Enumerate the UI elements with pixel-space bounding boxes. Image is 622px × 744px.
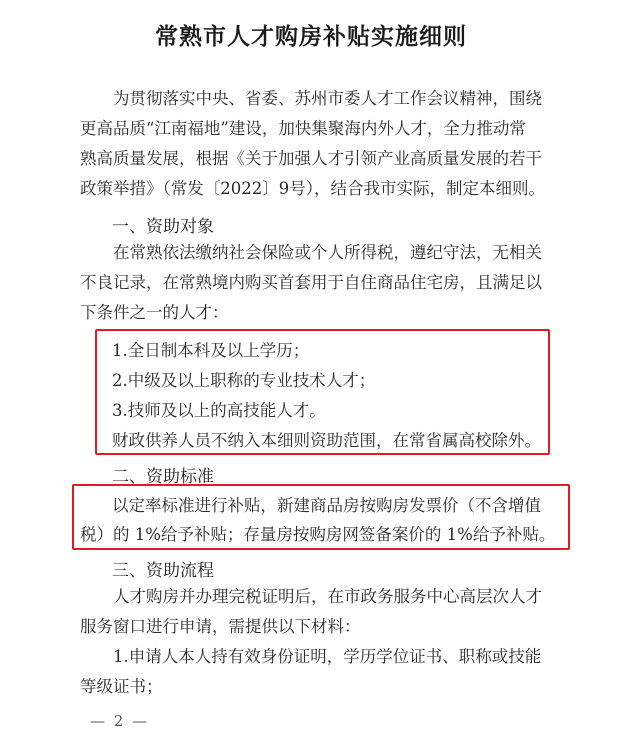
section3-line: 服务窗口进行申请，需提供以下材料： [80,617,361,636]
condition-item: 1.全日制本科及以上学历； [112,341,310,360]
intro-paragraph [80,84,560,204]
exclusion-note: 财政供养人员不纳入本细则资助范围，在常省属高校除外。 [112,431,541,450]
page-title: 常熟市人才购房补贴实施细则 [155,23,467,50]
intro-line: 为贯彻落实中央、省委、苏州市委人才工作会议精神，围绕 [113,89,542,108]
section-heading-recipients: 一、资助对象 [112,217,214,237]
standard-line: 税）的 1%给予补贴；存量房按购房网签备案价的 1%给予补贴。 [80,525,556,544]
section-heading-standard: 二、资助标准 [112,467,214,487]
section1-line: 下条件之一的人才： [80,303,229,322]
standard-line: 以定率标准进行补贴，新建商品房按购房发票价（不含增值 [112,496,541,515]
intro-line: 政策举措》（常发〔2022〕9号），结合我市实际，制定本细则。 [80,179,545,198]
section1-line: 不良记录，在常熟境内购买首套用于自住商品住宅房，且满足以 [80,273,542,292]
section3-paragraph [80,582,560,702]
intro-line: 熟高质量发展，根据《关于加强人才引领产业高质量发展的若干 [80,149,542,168]
section3-line: 人才购房并办理完税证明后，在市政务服务中心高层次人才 [113,587,542,606]
intro-line: 更高品质“江南福地”建设，加快集聚海内外人才，全力推动常 [80,119,526,138]
section3-line: 1.申请人本人持有效身份证明，学历学位证书、职称或技能 [113,647,542,666]
condition-item: 2.中级及以上职称的专业技术人才； [112,371,376,390]
section1-paragraph [80,238,560,328]
section-heading-process: 三、资助流程 [112,561,214,581]
section3-line: 等级证书； [80,677,163,696]
page-number: — 2 — [90,712,150,730]
condition-item: 3.技师及以上的高技能人才。 [112,401,326,420]
section1-line: 在常熟依法缴纳社会保险或个人所得税，遵纪守法，无相关 [113,243,542,262]
